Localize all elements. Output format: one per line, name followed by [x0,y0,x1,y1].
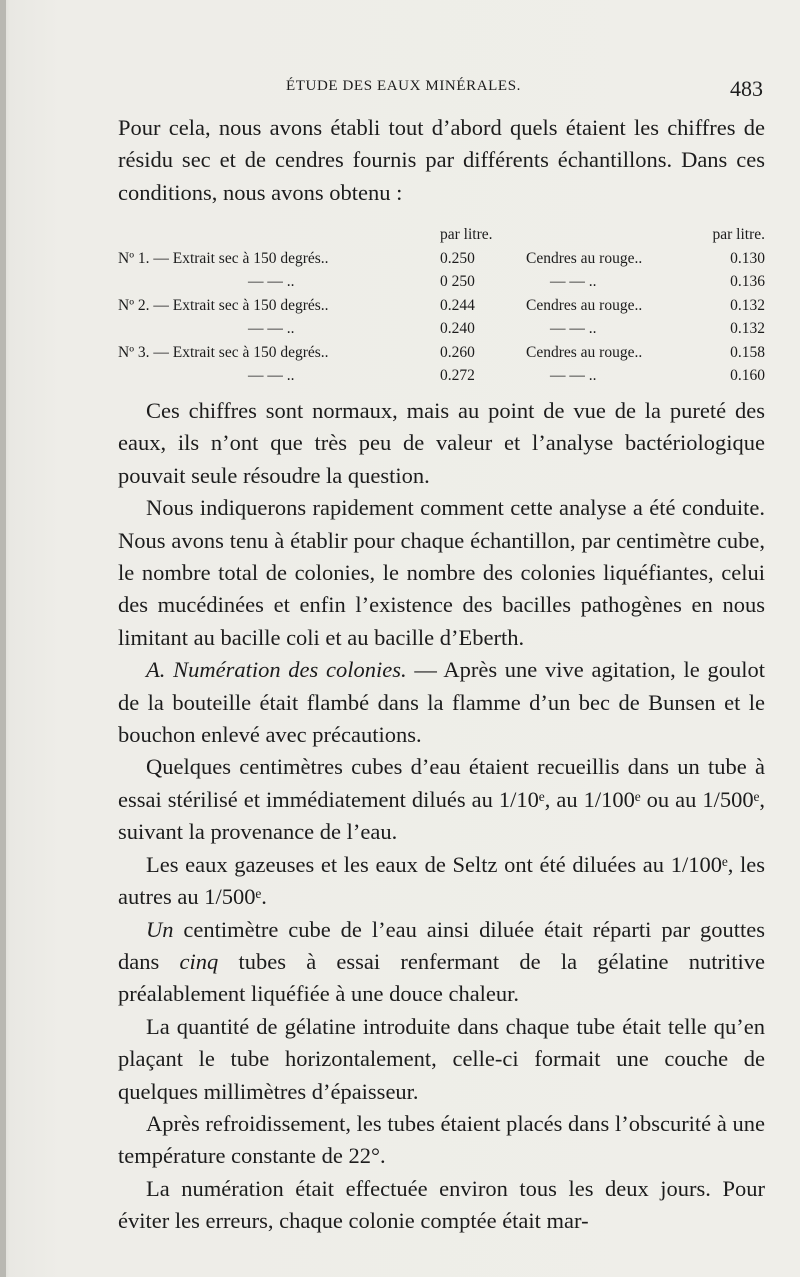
table-row [118,250,765,274]
row-ash-value: 0.158 [730,343,765,361]
row-value: 0.240 [440,320,475,337]
row-value: 0.260 [440,343,475,361]
paragraph: La numération était effectuée environ tous les deux jours. Pour éviter les erreurs, chaque colonie comptée était mar- [118,1175,765,1234]
table-row [118,297,765,321]
paragraph-section-a [118,654,765,751]
intro-paragraph-block [118,112,765,209]
section-heading: A. Numération des colonies. [146,657,407,683]
row-ash-value: 0.130 [730,249,765,267]
paragraph [118,914,765,1011]
unit-label-right: par litre. [712,226,765,243]
text: centimètre cube de l’eau ainsi diluée était réparti par gouttes dans [118,916,765,974]
table-row [118,344,765,368]
table-unit-row [118,226,765,250]
row-value: 0.250 [440,249,475,267]
row-ash-value: 0.132 [730,296,765,314]
row-label: Nº 2. — Extrait sec à 150 degrés.. [118,296,329,314]
row-label: Nº 1. — Extrait sec à 150 degrés.. [118,249,329,267]
intro-paragraph: Pour cela, nous avons établi tout d’abord quels étaient les chiffres de résidu sec et de cendres fournis par différents échantillons. Dans ces conditions, nous avons obtenu : [118,115,765,205]
paragraph: Après refroidissement, les tubes étaient placés dans l’obscurité à une température constante de 22°. [118,1110,765,1169]
emphasis: Un [146,916,174,942]
unit-label-left: par litre. [440,226,493,243]
paragraph: La quantité de gélatine introduite dans chaque tube était telle qu’en plaçant le tube horizontalement, celle-ci formait une couche de quelques millimètres d’épaisseur. [118,1013,765,1104]
row-value: 0.272 [440,367,475,384]
row-ash-label: — — .. [550,273,597,290]
row-label: — — .. [248,273,295,290]
row-ash-value: 0.160 [730,367,765,384]
row-label: — — .. [248,320,295,337]
row-ash-label: — — .. [550,320,597,337]
table-row [118,273,765,297]
row-ash-value: 0.136 [730,273,765,290]
row-ash-label: — — .. [550,367,597,384]
paragraph: Nous indiquerons rapidement comment cette analyse a été conduite. Nous avons tenu à établir pour chaque échantillon, par centimètre cube, le nombre total de colonies, le nombre des colonies liquéfiantes, celui des mucédinées et enfin l’existence des bacilles pathogènes en nous limitant au bacille coli et au bacille d’Eberth. [118,495,765,650]
table-row [118,320,765,344]
page-binding-edge [0,0,6,1277]
paragraph: Ces chiffres sont normaux, mais au point de vue de la pureté des eaux, ils n’ont que très peu de valeur et l’analyse bactériologique pouvait seule résoudre la question. [118,398,765,488]
row-ash-label: Cendres au rouge.. [526,343,643,361]
body-text [118,395,765,1238]
row-label: Nº 3. — Extrait sec à 150 degrés.. [118,343,329,361]
row-ash-label: Cendres au rouge.. [526,249,643,267]
row-ash-value: 0.132 [730,320,765,337]
page-number: 483 [730,76,763,101]
row-value: 0.244 [440,296,475,314]
residue-table [118,226,765,391]
section-text: — Après une vive agitation, le goulot de la bouteille était flambé dans la flamme d’un bec de Bunsen et le bouchon enlevé avec précautions. [118,657,765,748]
paragraph: Quelques centimètres cubes d’eau étaient recueillis dans un tube à essai stérilisé et immédiatement dilués au 1/10ᵉ, au 1/100ᵉ ou au 1/500ᵉ, suivant la provenance de l’eau. [118,754,765,845]
running-title: ÉTUDE DES EAUX MINÉRALES. [286,78,521,94]
paragraph: Les eaux gazeuses et les eaux de Seltz ont été diluées au 1/100ᵉ, les autres au 1/500ᵉ. [118,851,765,910]
text: tubes à essai renfermant de la gélatine nutritive préalablement liquéfiée à une douce chaleur. [118,948,765,1007]
row-value: 0 250 [440,273,475,290]
row-label: — — .. [248,367,295,384]
page-header [118,76,763,102]
emphasis: cinq [179,948,219,974]
table-row [118,367,765,391]
row-ash-label: Cendres au rouge.. [526,296,643,314]
